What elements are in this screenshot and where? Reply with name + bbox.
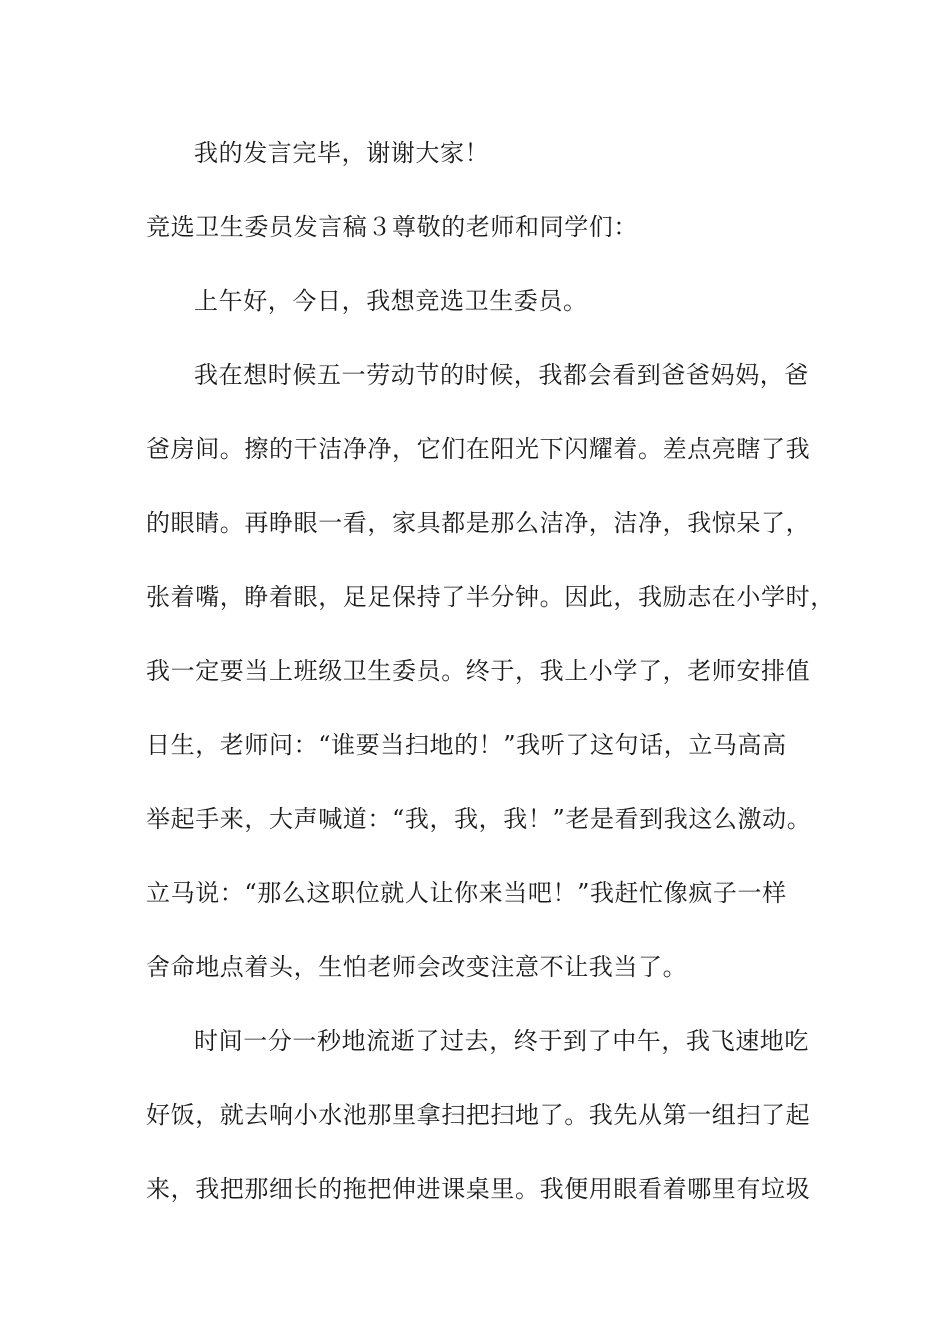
paragraph-line: 我在想时候五一劳动节的时候，我都会看到爸爸妈妈，爸 xyxy=(194,361,809,389)
paragraph-line: 日生，老师问：“谁要当扫地的！”我听了这句话，立马高高 xyxy=(146,731,787,759)
paragraph-line: 好饭，就去响小水池那里拿扫把扫地了。我先从第一组扫了起 xyxy=(146,1101,811,1129)
paragraph-line: 张着嘴，睁着眼，足足保持了半分钟。因此，我励志在小学时， xyxy=(146,583,835,611)
paragraph-line: 时间一分一秒地流逝了过去，终于到了中午，我飞速地吃 xyxy=(194,1027,809,1055)
paragraph-line: 舍命地点着头，生怕老师会改变注意不让我当了。 xyxy=(146,953,688,981)
paragraph-line-closing: 我的发言完毕，谢谢大家！ xyxy=(194,139,490,167)
paragraph-line: 举起手来，大声喊道：“我，我，我！”老是看到我这么激动。 xyxy=(146,805,812,833)
section-heading-line: 竞选卫生委员发言稿３尊敬的老师和同学们： xyxy=(146,213,638,241)
paragraph-line-greeting: 上午好，今日，我想竞选卫生委员。 xyxy=(194,287,588,315)
paragraph-line: 我一定要当上班级卫生委员。终于，我上小学了，老师安排值 xyxy=(146,657,811,685)
paragraph-line: 立马说：“那么这职位就人让你来当吧！”我赶忙像疯子一样 xyxy=(146,879,787,907)
paragraph-line: 爸房间。擦的干洁净净，它们在阳光下闪耀着。差点亮瞎了我 xyxy=(146,435,811,463)
paragraph-line: 来，我把那细长的拖把伸进课桌里。我便用眼看着哪里有垃圾 xyxy=(146,1175,811,1203)
paragraph-line: 的眼睛。再睁眼一看，家具都是那么洁净，洁净，我惊呆了， xyxy=(146,509,811,537)
